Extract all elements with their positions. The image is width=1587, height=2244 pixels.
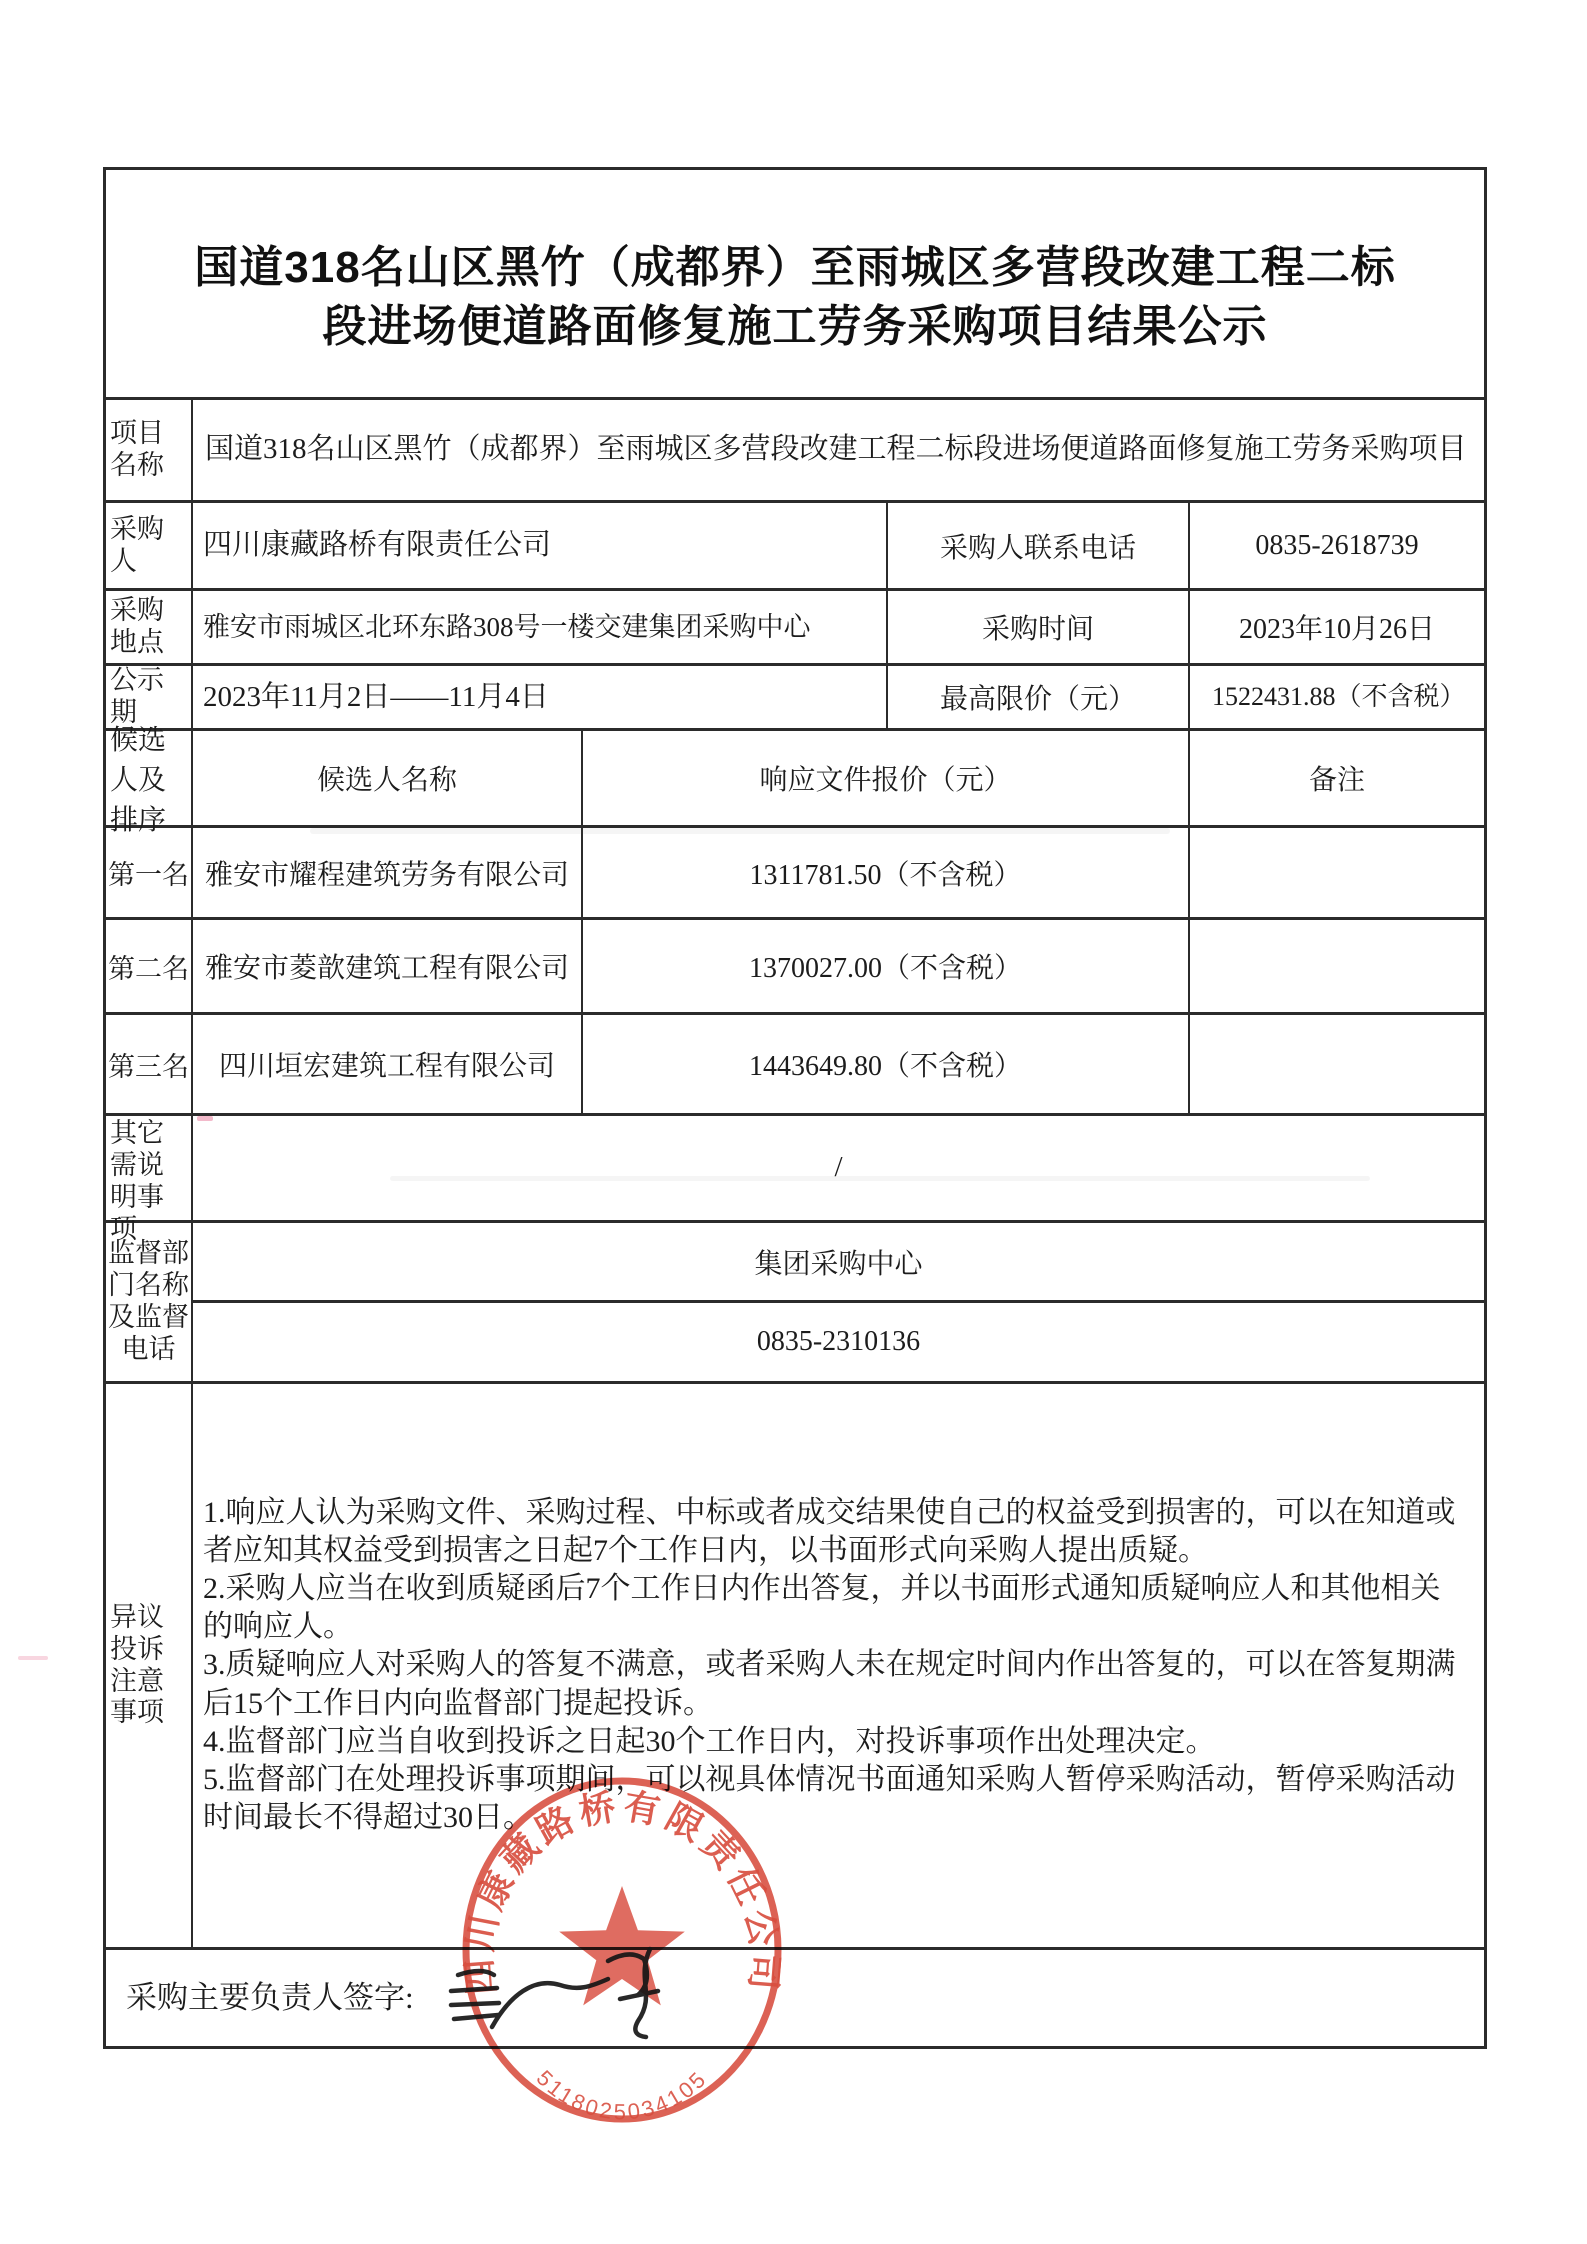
title-row	[106, 170, 1484, 400]
publicity-label: 公示期	[106, 666, 193, 728]
objection-label: 异议投诉注意事项	[106, 1384, 193, 1947]
scan-pink-mark	[197, 1116, 213, 1121]
result-announcement-table	[103, 167, 1487, 2049]
purchaser-phone-label: 采购人联系电话	[888, 503, 1190, 588]
supervision-values	[193, 1223, 1484, 1381]
candidate-1-name: 雅安市耀程建筑劳务有限公司	[193, 828, 583, 917]
candidate-header-row	[106, 725, 1484, 836]
objection-item: 4.监督部门应当自收到投诉之日起30个工作日内，对投诉事项作出处理决定。	[203, 1724, 1216, 1758]
candidate-price-header: 响应文件报价（元）	[583, 731, 1190, 825]
objection-content	[193, 1384, 1484, 1947]
candidate-note-header: 备注	[1308, 765, 1365, 796]
objection-item: 2.采购人应当在收到质疑函后7个工作日内作出答复，并以书面形式通知质疑响应人和其他相关的响应人。	[203, 1572, 1441, 1644]
max-price-value: 1522431.88（不含税）	[1212, 682, 1466, 712]
candidate-1-note	[1190, 828, 1484, 917]
supervision-phone: 0835-2310136	[756, 1326, 921, 1357]
candidate-row-3	[106, 1015, 1484, 1116]
page-title	[106, 170, 1484, 397]
candidate-rank-header: 候选人及排序	[106, 731, 193, 825]
candidate-3-price: 1443649.80（不含税）	[583, 1015, 1190, 1113]
max-price-label: 最高限价（元）	[888, 666, 1190, 728]
signature-row	[106, 1950, 1484, 2046]
signature-label: 采购主要负责人签字:	[126, 1979, 414, 2015]
publicity-period-row	[106, 666, 1484, 731]
title-line-2: 段进场便道路面修复施工劳务采购项目结果公示	[322, 301, 1268, 351]
candidate-3-note	[1190, 1015, 1484, 1113]
project-name-label: 项目名称	[106, 400, 193, 500]
supervision-row	[106, 1223, 1484, 1384]
location-label: 采购地点	[106, 591, 193, 663]
objection-item: 5.监督部门在处理投诉事项期间，可以视具体情况书面通知采购人暂停采购活动，暂停采购活动时间最长不得超过30日。	[203, 1762, 1456, 1834]
other-notes-value: /	[834, 1151, 843, 1184]
svg-text:5118025034105	[532, 2065, 713, 2124]
purchase-time-label: 采购时间	[888, 591, 1190, 663]
scan-smudge	[310, 828, 1170, 834]
purchase-time-value: 2023年10月26日	[1238, 614, 1435, 645]
purchaser-row	[106, 503, 1484, 591]
signature-cell	[106, 1950, 1484, 2046]
purchaser-value: 四川康藏路桥有限责任公司	[193, 503, 888, 588]
other-notes-row	[106, 1116, 1484, 1244]
scan-pink-mark	[18, 1656, 48, 1660]
seal-company-text: 四川康藏路桥有限责任公司	[457, 1785, 787, 1997]
project-name-row	[106, 400, 1484, 503]
other-notes-label: 其它需说明事项	[106, 1116, 193, 1220]
candidate-3-name: 四川垣宏建筑工程有限公司	[193, 1015, 583, 1113]
candidate-2-note	[1190, 920, 1484, 1012]
candidate-name-header: 候选人名称	[193, 731, 583, 825]
candidate-row-2	[106, 920, 1484, 1015]
objection-item: 1.响应人认为采购文件、采购过程、中标或者成交结果使自己的权益受到损害的，可以在知道或者应知其权益受到损害之日起7个工作日内，以书面形式向采购人提出质疑。	[203, 1496, 1456, 1568]
candidate-2-name: 雅安市菱歆建筑工程有限公司	[193, 920, 583, 1012]
location-value: 雅安市雨城区北环东路308号一楼交建集团采购中心	[193, 591, 888, 663]
objection-item: 3.质疑响应人对采购人的答复不满意，或者采购人未在规定时间内作出答复的，可以在答复期满后15个工作日内向监督部门提起投诉。	[203, 1648, 1456, 1720]
rank-3: 第三名	[106, 1015, 193, 1113]
objection-row	[106, 1384, 1484, 1950]
purchaser-label: 采购人	[106, 503, 193, 588]
rank-1: 第一名	[106, 828, 193, 917]
candidate-2-price: 1370027.00（不含税）	[583, 920, 1190, 1012]
purchaser-phone-value: 0835-2618739	[1255, 529, 1419, 561]
seal-code-text: 5118025034105	[531, 2065, 713, 2125]
candidate-1-price: 1311781.50（不含税）	[583, 828, 1190, 917]
title-line-1: 国道318名山区黑竹（成都界）至雨城区多营段改建工程二标	[194, 243, 1396, 293]
rank-2: 第二名	[106, 920, 193, 1012]
supervision-label: 监督部门名称及监督电话	[106, 1223, 193, 1381]
scan-smudge	[390, 1176, 1370, 1181]
candidate-row-1	[106, 828, 1484, 920]
publicity-value: 2023年11月2日——11月4日	[193, 666, 888, 728]
location-row	[106, 591, 1484, 666]
project-name-value: 国道318名山区黑竹（成都界）至雨城区多营段改建工程二标段进场便道路面修复施工劳务采购项目	[205, 433, 1467, 466]
handwritten-signature	[438, 1933, 743, 2058]
supervision-name: 集团采购中心	[193, 1223, 1484, 1303]
